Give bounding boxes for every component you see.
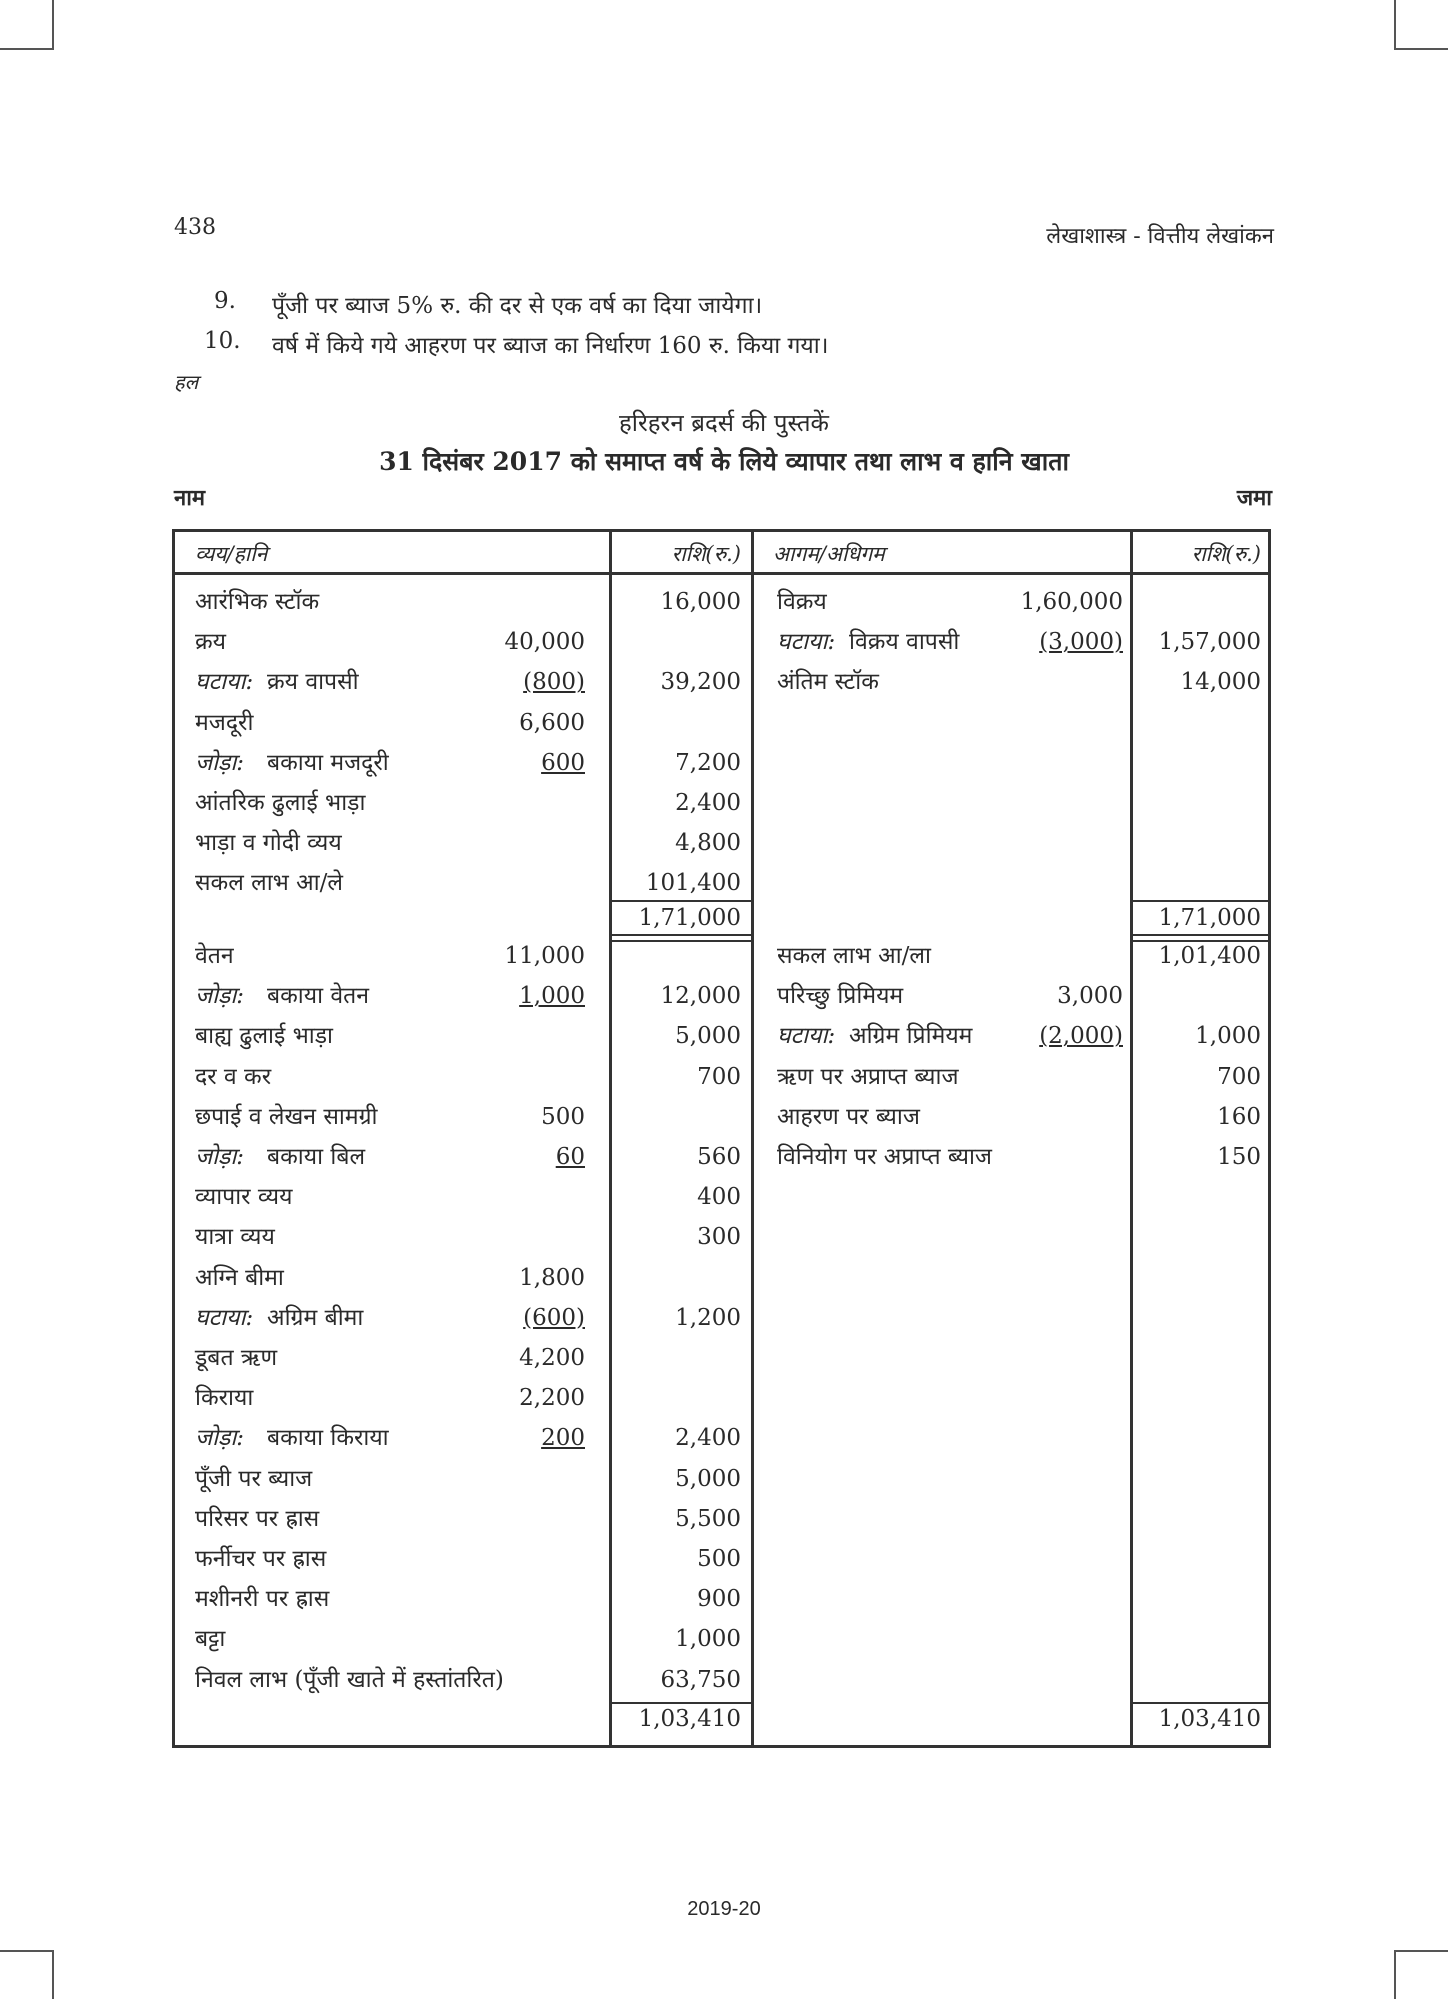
right-particular: विक्रय [777, 589, 827, 615]
left-particular: अग्रिम बीमा [267, 1304, 364, 1331]
column-divider [609, 532, 612, 1745]
pl-total-left: 1,03,410 [638, 1706, 741, 1732]
left-particular: बकाया मजदूरी [267, 749, 389, 776]
right-prefix: घटाया: [777, 1023, 836, 1050]
left-inner-amount: (800) [523, 669, 585, 696]
crop-mark [1394, 0, 1396, 50]
right-amount: 14,000 [1180, 669, 1261, 696]
left-particular: यात्रा व्यय [195, 1224, 275, 1251]
left-amount: 900 [697, 1586, 741, 1613]
left-inner-amount: 40,000 [504, 629, 585, 656]
left-particular: फर्नीचर पर ह्रास [195, 1546, 327, 1572]
crop-mark [52, 1950, 54, 1999]
left-amount: 500 [697, 1546, 741, 1572]
left-prefix: जोड़ा: [195, 749, 245, 776]
right-inner-amount: (2,000) [1039, 1023, 1123, 1050]
left-inner-amount: 1,800 [519, 1264, 585, 1291]
header-rule [175, 572, 1268, 575]
rule [612, 900, 751, 902]
left-inner-amount: 600 [541, 749, 585, 776]
rule [1133, 934, 1268, 936]
right-particular: अंतिम स्टॉक [777, 669, 879, 696]
left-particular: बकाया वेतन [267, 983, 370, 1010]
right-amount: 160 [1217, 1103, 1261, 1130]
left-prefix: जोड़ा: [195, 1144, 245, 1170]
crop-mark [0, 48, 52, 50]
left-inner-amount: 200 [541, 1425, 585, 1452]
left-particular: व्यापार व्यय [195, 1184, 293, 1211]
column-divider [1130, 532, 1133, 1745]
crop-mark [1394, 1950, 1396, 1999]
left-inner-amount: 500 [541, 1103, 585, 1130]
page-number: 438 [174, 215, 216, 240]
left-particular: अग्नि बीमा [195, 1264, 284, 1291]
note-number: 9. [214, 288, 236, 314]
account-subtitle: 31 दिसंबर 2017 को समाप्त वर्ष के लिये व्यापार तथा लाभ व हानि खाता [379, 447, 1069, 476]
left-particular: सकल लाभ आ/ले [195, 870, 343, 897]
left-amount: 12,000 [660, 983, 741, 1010]
left-particular: परिसर पर ह्रास [195, 1505, 320, 1532]
pl-total-right: 1,03,410 [1158, 1706, 1261, 1732]
left-amount: 39,200 [660, 669, 741, 696]
left-amount: 4,800 [675, 830, 741, 857]
left-amount: 300 [697, 1224, 741, 1251]
page-footer: 2019-20 [687, 1898, 761, 1920]
rule [612, 934, 751, 936]
left-particular: छपाई व लेखन सामग्री [195, 1103, 378, 1130]
left-particular: क्रय [195, 629, 227, 656]
right-particular: सकल लाभ आ/ला [777, 943, 931, 969]
left-particular: मजदूरी [195, 709, 254, 736]
left-amount: 2,400 [675, 790, 741, 816]
crop-mark [1396, 48, 1448, 50]
left-prefix: जोड़ा: [195, 1425, 245, 1452]
running-head: लेखाशास्त्र - वित्तीय लेखांकन [1046, 224, 1274, 249]
note-text: वर्ष में किये गये आहरण पर ब्याज का निर्धारण 160 रु. किया गया। [272, 333, 829, 359]
left-amount: 700 [697, 1063, 741, 1090]
note-text: पूँजी पर ब्याज 5% रु. की दर से एक वर्ष का दिया जायेगा। [272, 293, 763, 319]
left-amount: 5,000 [675, 1023, 741, 1050]
left-amount: 5,500 [675, 1505, 741, 1532]
left-amount: 16,000 [660, 589, 741, 615]
left-inner-amount: 60 [555, 1144, 585, 1170]
left-particular: क्रय वापसी [267, 669, 359, 696]
left-particular: आंतरिक ढुलाई भाड़ा [195, 790, 366, 816]
column-divider [751, 532, 754, 1745]
left-particular: आरंभिक स्टॉक [195, 589, 320, 615]
left-particular: बाह्य ढुलाई भाड़ा [195, 1023, 333, 1050]
left-amount: 7,200 [675, 749, 741, 776]
left-particular: दर व कर [195, 1063, 272, 1090]
right-particular: विक्रय वापसी [849, 629, 960, 656]
left-particular: डूबत ऋण [195, 1345, 278, 1371]
crop-mark [1396, 1950, 1448, 1952]
solution-label: हल [174, 370, 199, 394]
left-particular: पूँजी पर ब्याज [195, 1465, 313, 1492]
left-prefix: घटाया: [195, 1304, 254, 1331]
header-right-amount: राशि(रु.) [1191, 542, 1261, 566]
header-right-particulars: आगम/अधिगम [773, 542, 885, 566]
left-inner-amount: 4,200 [519, 1345, 585, 1371]
credit-label: जमा [1236, 485, 1272, 511]
left-amount: 560 [697, 1144, 741, 1170]
left-amount: 2,400 [675, 1425, 741, 1452]
trading-total-left: 1,71,000 [638, 905, 741, 931]
rule [612, 940, 751, 942]
right-particular: आहरण पर ब्याज [777, 1103, 920, 1130]
right-particular: ऋण पर अप्राप्त ब्याज [777, 1063, 959, 1090]
crop-mark [0, 1950, 52, 1952]
left-inner-amount: 1,000 [519, 983, 585, 1010]
rule [1133, 900, 1268, 902]
left-inner-amount: 6,600 [519, 709, 585, 736]
trading-profit-loss-account-table [172, 529, 1271, 1748]
left-particular: मशीनरी पर ह्रास [195, 1586, 330, 1613]
right-particular: अग्रिम प्रिमियम [849, 1023, 973, 1050]
left-amount: 400 [697, 1184, 741, 1211]
left-amount: 5,000 [675, 1465, 741, 1492]
left-particular: वेतन [195, 943, 234, 969]
left-particular: बकाया बिल [267, 1144, 366, 1170]
right-amount: 1,01,400 [1158, 943, 1261, 969]
account-title: हरिहरन ब्रदर्स की पुस्तकें [619, 409, 829, 437]
left-prefix: जोड़ा: [195, 983, 245, 1010]
left-amount: 63,750 [660, 1666, 741, 1693]
left-particular: बकाया किराया [267, 1425, 389, 1452]
header-left-particulars: व्यय/हानि [195, 542, 268, 566]
left-amount: 1,000 [675, 1626, 741, 1653]
right-particular: परिच्छु प्रिमियम [777, 983, 904, 1010]
debit-label: नाम [174, 485, 206, 511]
right-inner-amount: 3,000 [1057, 983, 1123, 1010]
left-inner-amount: (600) [523, 1304, 585, 1331]
left-inner-amount: 11,000 [504, 943, 585, 969]
right-amount: 1,57,000 [1158, 629, 1261, 656]
right-amount: 1,000 [1195, 1023, 1261, 1050]
right-prefix: घटाया: [777, 629, 836, 656]
header-left-amount: राशि(रु.) [671, 542, 741, 566]
right-amount: 700 [1217, 1063, 1261, 1090]
note-number: 10. [204, 328, 241, 354]
left-particular: भाड़ा व गोदी व्यय [195, 830, 342, 857]
trading-total-right: 1,71,000 [1158, 905, 1261, 931]
left-amount: 1,200 [675, 1304, 741, 1331]
right-amount: 150 [1217, 1144, 1261, 1170]
left-inner-amount: 2,200 [519, 1385, 585, 1412]
left-particular: किराया [195, 1385, 254, 1412]
left-particular: निवल लाभ (पूँजी खाते में हस्तांतरित) [195, 1666, 504, 1693]
left-prefix: घटाया: [195, 669, 254, 696]
crop-mark [52, 0, 54, 50]
right-particular: विनियोग पर अप्राप्त ब्याज [777, 1144, 992, 1170]
left-amount: 101,400 [645, 870, 741, 897]
right-inner-amount: (3,000) [1039, 629, 1123, 656]
left-particular: बट्टा [195, 1626, 226, 1653]
right-inner-amount: 1,60,000 [1020, 589, 1123, 615]
